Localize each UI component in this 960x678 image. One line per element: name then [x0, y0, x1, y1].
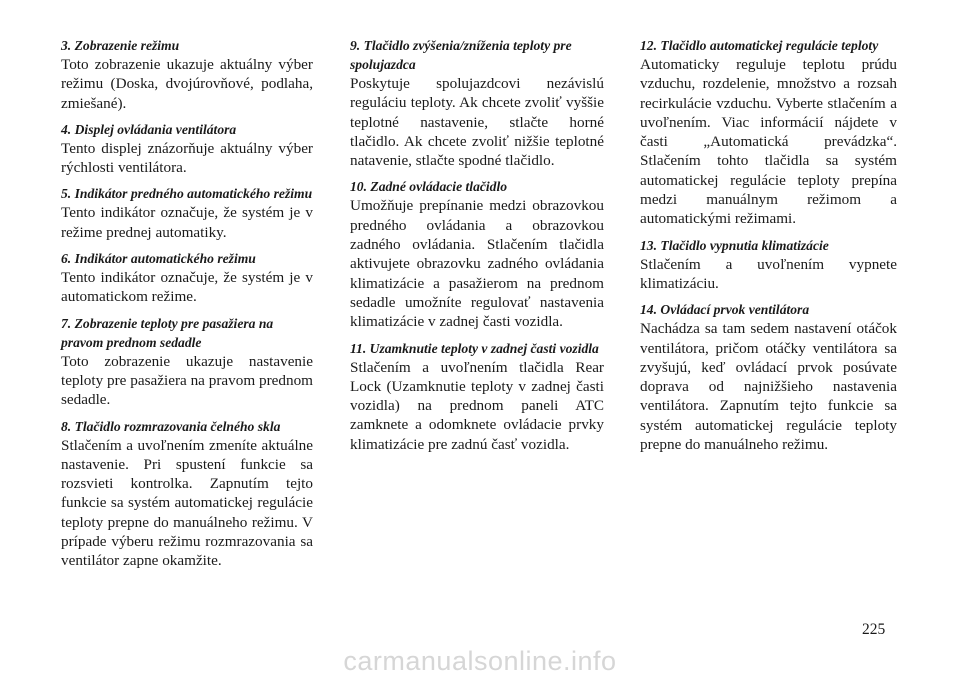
- section-heading: 13. Tlačidlo vypnutia klimatizácie: [640, 237, 829, 253]
- section-heading: 9. Tlačidlo zvýšenia/zníženia teploty pre spolujazdca: [350, 38, 572, 72]
- section-heading: 5. Indikátor predného automatického režimu: [61, 186, 313, 202]
- section-heading: 8. Tlačidlo rozmrazovania čelného skla: [61, 418, 281, 434]
- section-9-passenger-temp-button: [350, 36, 604, 170]
- watermark: carmanualsonline.info: [343, 646, 617, 676]
- section-heading: 3. Zobrazenie režimu: [61, 38, 180, 53]
- section-heading: 12. Tlačidlo automatickej regulácie teploty: [640, 38, 879, 53]
- section-text: Stlačením a uvoľnením zmeníte aktuálne nastavenie. Pri spustení funkcie sa rozsvieti kontrolka. Zapnutím tejto funkcie sa systém automatickej regulácie teploty prepne do manuálneho režimu. V prípade výberu režimu rozmrazovania sa ventilátor zapne okamžite.: [61, 436, 313, 570]
- section-3-mode-display: [61, 36, 313, 113]
- section-heading: 10. Zadné ovládacie tlačidlo: [350, 179, 508, 195]
- section-text: Poskytuje spolujazdcovi nezávislú reguláciu teploty. Ak chcete zvoliť vyššie teplotné nastavenie, stlačte horné tlačidlo. Ak chcete zvoliť nižšie teplotné natavenie, stlačte spodné tlačidlo.: [350, 75, 604, 170]
- section-heading: 4. Displej ovládania ventilátora: [61, 121, 237, 137]
- section-14-fan-control: [640, 300, 897, 454]
- section-6-auto-indicator: [61, 249, 313, 307]
- section-heading: 6. Indikátor automatického režimu: [61, 251, 256, 267]
- section-text: Stlačením a uvoľnením vypnete klimatizáciu.: [640, 255, 897, 292]
- section-7-passenger-temp-display: [61, 314, 313, 410]
- section-text: Tento displej znázorňuje aktuálny výber rýchlosti ventilátora.: [61, 139, 313, 177]
- section-heading: 14. Ovládací prvok ventilátora: [640, 302, 810, 318]
- column-1: [61, 36, 313, 578]
- section-text: Tento indikátor označuje, že systém je v režime prednej automatiky.: [61, 204, 313, 241]
- section-text: Toto zobrazenie ukazuje nastavenie teploty pre pasažiera na pravom prednom sedadle.: [61, 352, 313, 409]
- column-3: [640, 36, 897, 461]
- section-10-rear-control-button: [350, 177, 604, 331]
- section-8-defrost-button: [61, 417, 313, 571]
- section-text: Toto zobrazenie ukazuje aktuálny výber režimu (Doska, dvojúrovňové, podlaha, zmiešané).: [61, 56, 313, 112]
- section-text: Umožňuje prepínanie medzi obrazovkou predného ovládania a obrazovkou zadného ovládania. Stlačením tlačidla aktivujete obrazovku zadného ovládania klimatizácie a pasažierom na prednom sedadle umožníte regulovať nastavenia klimatizácie v zadnej časti vozidla.: [350, 197, 604, 331]
- section-text: Automaticky reguluje teplotu prúdu vzduchu, rozdelenie, množstvo a rozsah recirkulácie vzduchu. Vyberte stlačením a uvoľnením. Viac informácií nájdete v časti „Automatická prevádzka“. Stlačením tohto tlačidla sa systém automatickej regulácie teploty prepína medzi manuálnym režimom a automatickými režimami.: [640, 56, 897, 228]
- section-text: Nachádza sa tam sedem nastavení otáčok ventilátora, pričom otáčky ventilátora sa zvyšujú, keď ovládací prvok posúvate doprava od najnižšieho nastavenia ventilátora. Zapnutím tejto funkcie sa systém automatickej regulácie teploty prepne do manuálneho režimu.: [640, 320, 897, 454]
- page-number: 225: [862, 621, 886, 638]
- section-text: Stlačením a uvoľnením tlačidla Rear Lock (Uzamknutie teploty v zadnej časti vozidla) na prednom paneli ATC zamknete a odomknete ovládacie prvky klimatizácie pre zadnú časť vozidla.: [350, 358, 604, 453]
- section-4-fan-display: [61, 120, 313, 178]
- section-13-ac-off-button: [640, 236, 897, 294]
- section-text: Tento indikátor označuje, že systém je v automatickom režime.: [61, 269, 313, 306]
- section-heading: 11. Uzamknutie teploty v zadnej časti vozidla: [350, 340, 599, 356]
- section-11-rear-temp-lock: [350, 339, 604, 454]
- column-2: [350, 36, 604, 461]
- section-heading: 7. Zobrazenie teploty pre pasažiera na pravom prednom sedadle: [61, 315, 274, 350]
- section-5-front-auto-indicator: [61, 184, 313, 242]
- section-12-auto-temp-button: [640, 36, 897, 229]
